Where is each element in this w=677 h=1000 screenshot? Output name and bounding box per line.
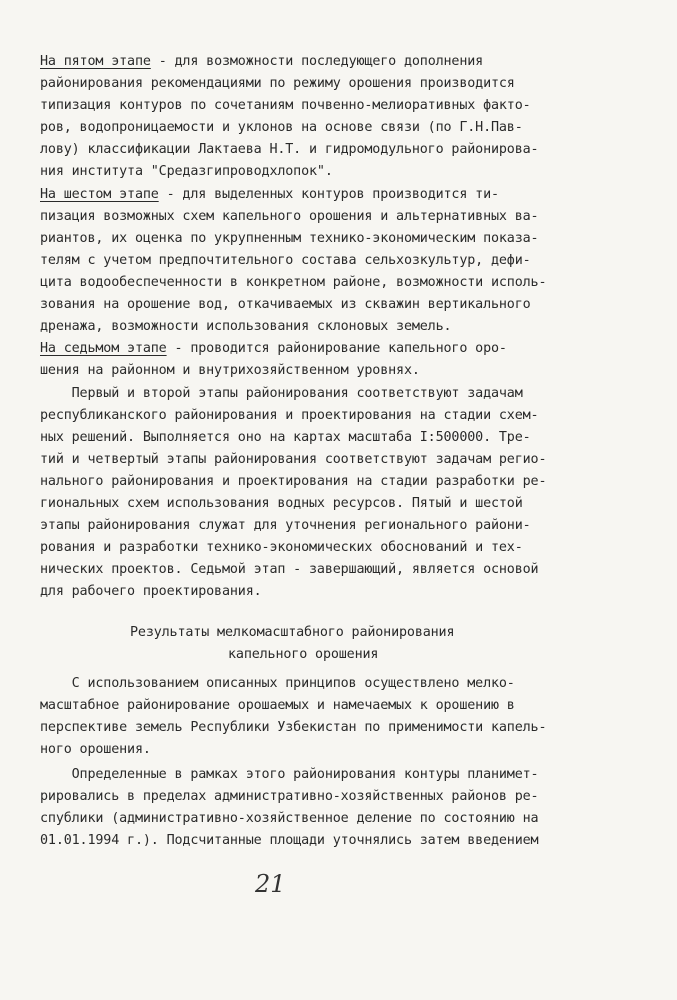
para1-line: лову) классификации Лактаева Н.Т. и гидромодульного районирова- <box>40 142 539 157</box>
para4-line: нального районирования и проектирования на стадии разработки ре- <box>40 474 547 489</box>
para2-line: дренажа, возможности использования склоновых земель. <box>40 319 452 334</box>
page-number: 21 <box>255 870 286 898</box>
para4-line: нических проектов. Седьмой этап - завершающий, является основой <box>40 562 539 577</box>
para2-line: пизация возможных схем капельного орошения и альтернативных ва- <box>40 209 539 224</box>
para3-lead: На седьмом этапе <box>40 341 167 356</box>
para6-line: спублики (административно-хозяйственное деление по состоянию на <box>40 811 539 826</box>
para4-line: республиканского районирования и проектирования на стадии схем- <box>40 408 539 423</box>
para1-line: районирования рекомендациями по режиму орошения производится <box>40 76 515 91</box>
para4-line: для рабочего проектирования. <box>40 584 262 599</box>
para3-line <box>40 338 507 360</box>
section-heading-line1: Результаты мелкомасштабного районирования <box>130 625 455 640</box>
para3-line1-rest: - проводится районирование капельного оро- <box>166 341 507 356</box>
para2-line1-rest: - для выделенных контуров производится ти- <box>158 187 499 202</box>
para4-line: этапы районирования служат для уточнения регионального райони- <box>40 518 531 533</box>
para1-line: ния института "Средазгипроводхлопок". <box>40 164 333 179</box>
para3-line: шения на районном и внутрихозяйственном уровнях. <box>40 363 420 378</box>
para2-line <box>40 184 499 206</box>
para2-line: риантов, их оценка по укрупненным технико-экономическим показа- <box>40 231 539 246</box>
para6-line: рировались в пределах административно-хозяйственных районов ре- <box>40 789 539 804</box>
para4-line: гиональных схем использования водных ресурсов. Пятый и шестой <box>40 496 523 511</box>
para6-line: 01.01.1994 г.). Подсчитанные площади уточнялись затем введением <box>40 833 539 848</box>
para2-line: цита водообеспеченности в конкретном районе, возможности исполь- <box>40 275 547 290</box>
para5-line: масштабное районирование орошаемых и намечаемых к орошению в <box>40 698 515 713</box>
para2-line: зования на орошение вод, откачиваемых из скважин вертикального <box>40 297 531 312</box>
para5-line: С использованием описанных принципов осуществлено мелко- <box>40 676 515 691</box>
para4-line: рования и разработки технико-экономических обоснований и тех- <box>40 540 523 555</box>
para1-lead: На пятом этапе <box>40 54 151 69</box>
para1-line <box>40 51 483 73</box>
para5-line: ного орошения. <box>40 742 151 757</box>
para6-line: Определенные в рамках этого районирования контуры планимет- <box>40 767 539 782</box>
para2-lead: На шестом этапе <box>40 187 159 202</box>
para1-line1-rest: - для возможности последующего дополнения <box>150 54 484 69</box>
para4-line: Первый и второй этапы районирования соответствуют задачам <box>40 386 523 401</box>
para5-line: перспективе земель Республики Узбекистан по применимости капель- <box>40 720 547 735</box>
para1-line: типизация контуров по сочетаниям почвенно-мелиоративных факто- <box>40 98 531 113</box>
para4-line: тий и четвертый этапы районирования соответствуют задачам регио- <box>40 452 547 467</box>
para2-line: телям с учетом предпочтительного состава сельхозкультур, дефи- <box>40 253 531 268</box>
section-heading-line2: капельного орошения <box>228 647 379 662</box>
para1-line: ров, водопроницаемости и уклонов на основе связи (по Г.Н.Пав- <box>40 120 523 135</box>
para4-line: ных решений. Выполняется оно на картах масштаба I:500000. Тре- <box>40 430 531 445</box>
